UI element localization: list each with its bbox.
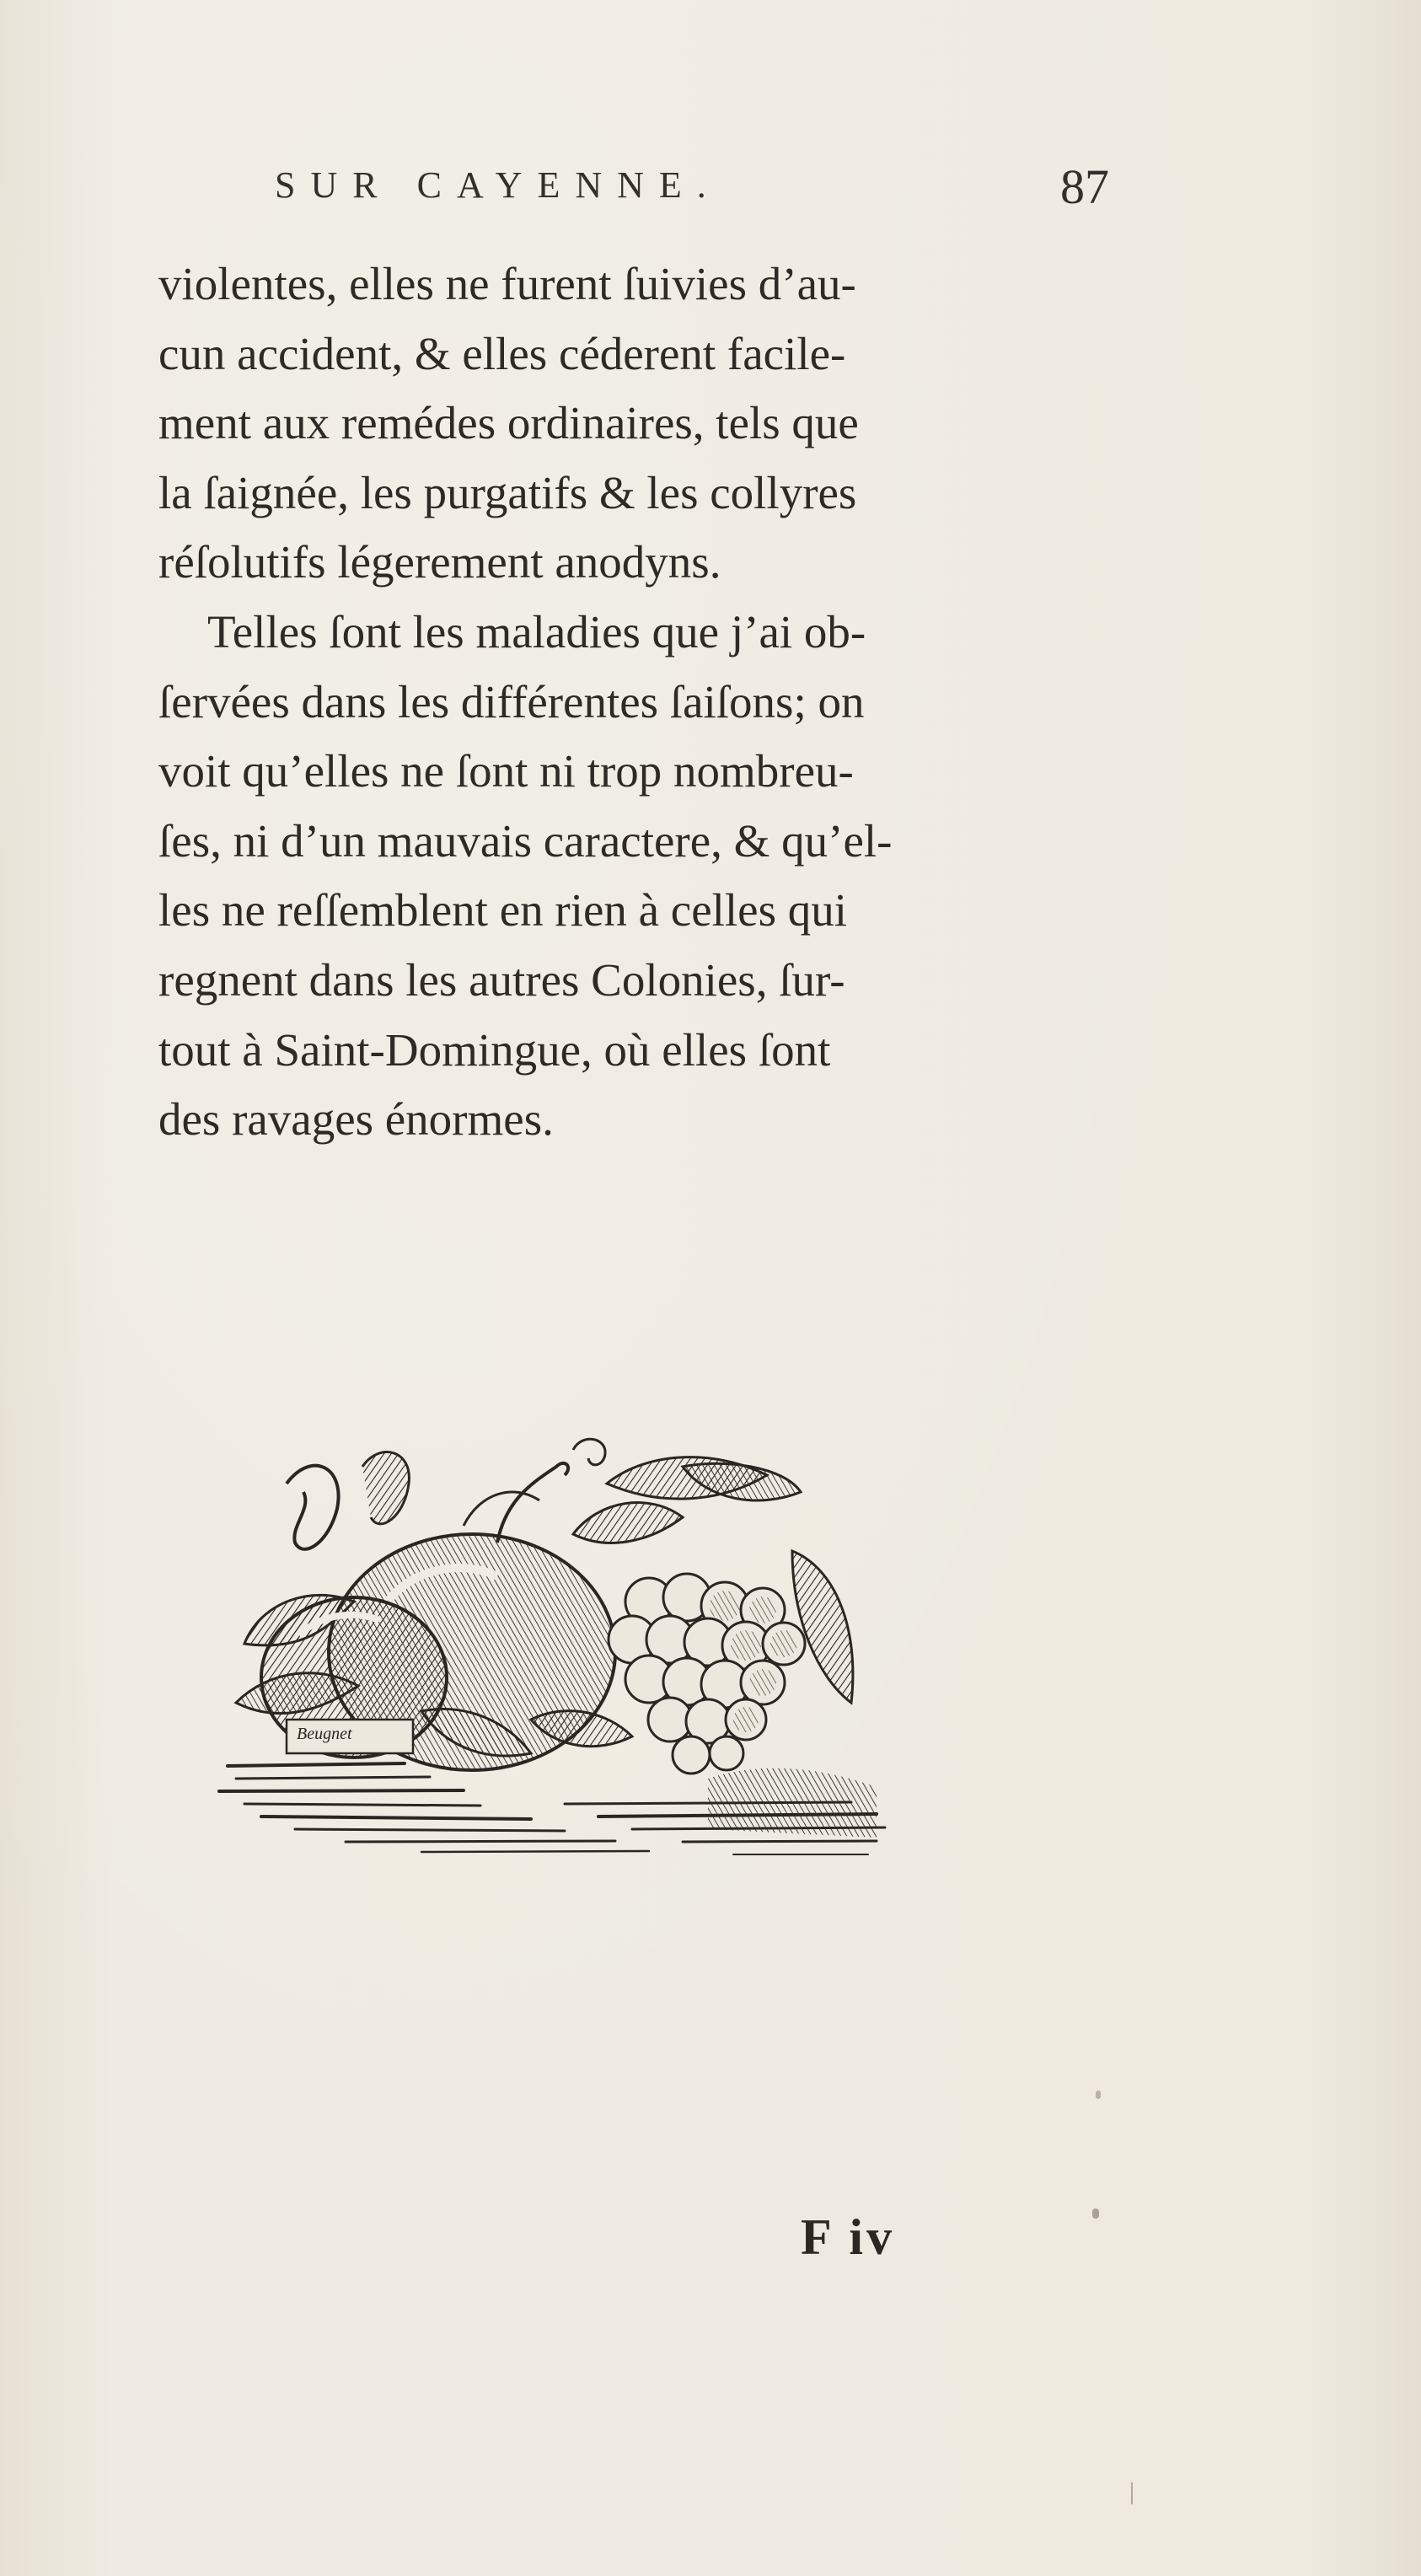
text-line: la ſaignée, les purgatifs & les collyres xyxy=(158,466,857,518)
engraver-signature: Beugnet xyxy=(297,1725,352,1743)
text-line: regnent dans les autres Colonies, ſur- xyxy=(158,953,845,1006)
text-line: des ravages énormes. xyxy=(158,1093,554,1146)
page-number: 87 xyxy=(1060,159,1109,214)
text-line: les ne reſſemblent en rien à celles qui xyxy=(158,884,848,936)
paper-speck xyxy=(1092,2208,1099,2219)
paragraph-first-line: Telles ſont les maladies que j’ai ob- xyxy=(207,605,866,657)
text-line: violentes, elles ne furent ſuivies d’au- xyxy=(158,258,856,309)
text-line: cun accident, & elles céderent facile- xyxy=(158,327,846,379)
body-text xyxy=(158,250,1119,1155)
text-line: réſolutifs légerement anodyns. xyxy=(158,536,721,588)
paper-speck xyxy=(1096,2090,1101,2099)
paper-speck xyxy=(1131,2482,1133,2504)
signature-mark: F iv xyxy=(801,2209,896,2265)
grape-bunch xyxy=(609,1574,805,1774)
fruit-vignette-engraving xyxy=(211,1433,893,1888)
page-header xyxy=(275,158,1126,226)
ground-mound xyxy=(708,1768,877,1838)
text-line: ſervées dans les différentes ſaiſons; on xyxy=(158,675,865,727)
text-line: tout à Saint-Domingue, où elles ſont xyxy=(158,1023,831,1076)
text-line: ſes, ni d’un mauvais caractere, & qu’el- xyxy=(158,814,893,867)
running-head: SUR CAYENNE. xyxy=(275,164,721,206)
text-line: voit qu’elles ne ſont ni trop nombreu- xyxy=(158,745,854,797)
text-line: ment aux remédes ordinaires, tels que xyxy=(158,397,859,449)
